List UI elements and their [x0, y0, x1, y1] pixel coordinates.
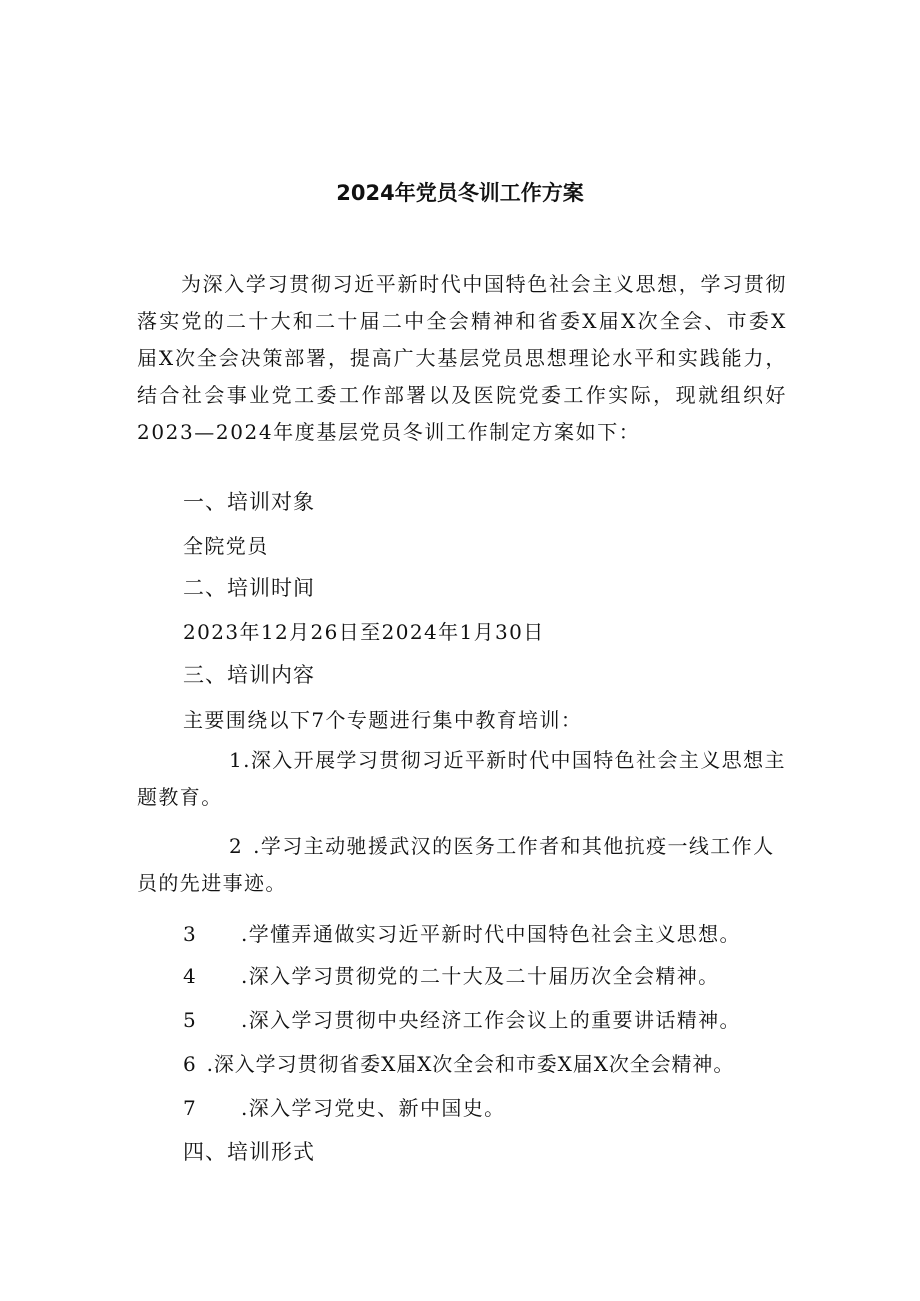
list-item-number: 4 [183, 964, 198, 988]
section-heading-training-time: 二、培训时间 [183, 576, 315, 600]
list-item [183, 958, 720, 995]
list-item-number: 5 [183, 1008, 198, 1032]
list-item [137, 828, 792, 902]
list-item-text: .深入学习党史、新中国史。 [241, 1096, 506, 1120]
list-item-number: 7 [183, 1096, 198, 1120]
list-item-number: 6 [183, 1052, 197, 1076]
list-item [137, 742, 792, 816]
list-item [183, 916, 741, 953]
list-item-text: .深入学习贯彻中央经济工作会议上的重要讲话精神。 [241, 1008, 741, 1032]
document-title: 2024年党员冬训工作方案 [336, 181, 584, 205]
list-item [183, 1002, 741, 1039]
section-heading-training-format: 四、培训形式 [183, 1140, 315, 1164]
list-item-text: .深入学习贯彻党的二十大及二十届历次全会精神。 [241, 964, 720, 988]
list-item [183, 1046, 734, 1083]
section-heading-training-content: 三、培训内容 [183, 663, 315, 687]
list-item-text: .学习主动驰援武汉的医务工作者和其他抗疫一线工作人员的先进事迹。 [137, 834, 775, 895]
section-heading-training-targets: 一、培训对象 [183, 490, 315, 514]
training-content-lead: 主要围绕以下7个专题进行集中教育培训： [183, 708, 583, 732]
list-item-text: .深入开展学习贯彻习近平新时代中国特色社会主义思想主题教育。 [137, 748, 786, 809]
training-targets-text: 全院党员 [183, 534, 269, 558]
list-item-number: 3 [183, 922, 198, 946]
intro-paragraph: 为深入学习贯彻习近平新时代中国特色社会主义思想，学习贯彻落实党的二十大和二十届二中全会精神和省委X届X次全会、市委X届X次全会决策部署，提高广大基层党员思想理论水平和实践能力，结合社会事业党工委工作部署以及医院党委工作实际，现就组织好2023—2024年度基层党员冬训工作制定方案如下： [137, 272, 787, 444]
list-item-number: 2 [229, 834, 244, 858]
list-item-text: .深入学习贯彻省委X届X次全会和市委X届X次全会精神。 [206, 1052, 735, 1076]
list-item-text: .学懂弄通做实习近平新时代中国特色社会主义思想。 [241, 922, 741, 946]
training-time-text: 2023年12月26日至2024年1月30日 [183, 620, 545, 644]
list-item [183, 1090, 506, 1127]
list-item-number: 1 [229, 748, 244, 772]
